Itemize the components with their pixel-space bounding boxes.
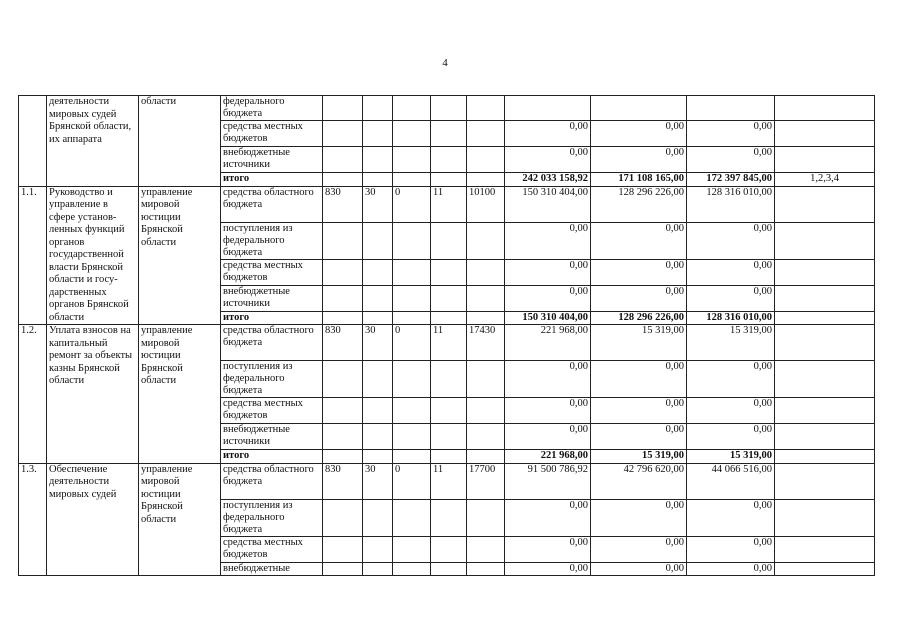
indicator-ref-cell: 1,2,3,4: [775, 173, 875, 187]
budget-code-cell: [393, 147, 431, 173]
funding-source: поступления из федерального бюджета: [221, 499, 323, 536]
budget-code-cell: 11: [431, 463, 467, 499]
indicator-ref-cell: [775, 325, 875, 361]
budget-code-cell: [431, 398, 467, 424]
budget-code-cell: 10100: [467, 186, 505, 222]
funding-source: поступления из федерального бюджета: [221, 222, 323, 259]
amount-cell: 0,00: [687, 361, 775, 398]
section-executor: управление мировой юстиции Брянской области: [139, 186, 221, 325]
budget-code-cell: [363, 96, 393, 121]
budget-code-cell: 11: [431, 186, 467, 222]
amount-cell: 128 296 226,00: [591, 186, 687, 222]
budget-code-cell: [467, 147, 505, 173]
funding-source: внебюджетные источники: [221, 424, 323, 450]
budget-code-cell: [431, 311, 467, 325]
budget-code-cell: 830: [323, 186, 363, 222]
amount-cell: 128 316 010,00: [687, 311, 775, 325]
budget-code-cell: 830: [323, 463, 363, 499]
amount-cell: 0,00: [591, 424, 687, 450]
budget-code-cell: [393, 96, 431, 121]
section-number: 1.2.: [19, 325, 47, 464]
budget-code-cell: [431, 450, 467, 464]
section-number: [19, 96, 47, 187]
budget-code-cell: [431, 121, 467, 147]
budget-code-cell: [363, 562, 393, 576]
amount-cell: 0,00: [687, 259, 775, 285]
budget-code-cell: [363, 311, 393, 325]
budget-code-cell: [431, 259, 467, 285]
indicator-ref-cell: [775, 311, 875, 325]
section-executor: области: [139, 96, 221, 187]
amount-cell: 0,00: [591, 361, 687, 398]
budget-code-cell: [393, 259, 431, 285]
section-name: Руководство и управление в сфере установ-ленных функций органов государственной власти Брянской области и госу-дарственных органов Брянской области: [47, 186, 139, 325]
amount-cell: 128 296 226,00: [591, 311, 687, 325]
budget-code-cell: [393, 285, 431, 311]
amount-cell: 42 796 620,00: [591, 463, 687, 499]
budget-code-cell: 0: [393, 325, 431, 361]
amount-cell: [505, 96, 591, 121]
indicator-ref-cell: [775, 398, 875, 424]
indicator-ref-cell: [775, 562, 875, 576]
indicator-ref-cell: [775, 96, 875, 121]
section-name: деятельности мировых судей Брянской области, их аппарата: [47, 96, 139, 187]
amount-cell: 0,00: [505, 121, 591, 147]
section-name: Обеспечение деятельности мировых судей: [47, 463, 139, 576]
budget-code-cell: [467, 398, 505, 424]
budget-code-cell: [467, 499, 505, 536]
budget-code-cell: [393, 499, 431, 536]
budget-code-cell: [323, 536, 363, 562]
budget-code-cell: 11: [431, 325, 467, 361]
indicator-ref-cell: [775, 450, 875, 464]
amount-cell: 0,00: [591, 398, 687, 424]
budget-code-cell: [323, 285, 363, 311]
amount-cell: 0,00: [505, 222, 591, 259]
amount-cell: 0,00: [505, 424, 591, 450]
table-row: [19, 186, 875, 222]
budget-code-cell: [323, 259, 363, 285]
budget-code-cell: [363, 147, 393, 173]
budget-code-cell: [467, 450, 505, 464]
indicator-ref-cell: [775, 121, 875, 147]
budget-code-cell: 30: [363, 186, 393, 222]
budget-code-cell: 17700: [467, 463, 505, 499]
budget-code-cell: [431, 173, 467, 187]
table-row: [19, 463, 875, 499]
budget-code-cell: [431, 424, 467, 450]
budget-code-cell: [467, 121, 505, 147]
budget-code-cell: [323, 121, 363, 147]
budget-code-cell: [431, 536, 467, 562]
amount-cell: 0,00: [687, 562, 775, 576]
amount-cell: 242 033 158,92: [505, 173, 591, 187]
section-number: 1.3.: [19, 463, 47, 576]
budget-code-cell: [431, 562, 467, 576]
budget-code-cell: [431, 222, 467, 259]
budget-code-cell: [323, 450, 363, 464]
amount-cell: 221 968,00: [505, 450, 591, 464]
amount-cell: 0,00: [687, 398, 775, 424]
funding-source: поступления из федерального бюджета: [221, 361, 323, 398]
amount-cell: 0,00: [687, 147, 775, 173]
budget-code-cell: [467, 259, 505, 285]
amount-cell: 0,00: [591, 147, 687, 173]
amount-cell: 150 310 404,00: [505, 311, 591, 325]
budget-code-cell: 30: [363, 325, 393, 361]
budget-code-cell: [393, 424, 431, 450]
budget-code-cell: [323, 562, 363, 576]
budget-code-cell: [393, 173, 431, 187]
amount-cell: 15 319,00: [687, 450, 775, 464]
amount-cell: [687, 96, 775, 121]
amount-cell: 91 500 786,92: [505, 463, 591, 499]
funding-source: средства областного бюджета: [221, 463, 323, 499]
budget-code-cell: [323, 222, 363, 259]
amount-cell: 0,00: [591, 562, 687, 576]
funding-source: итого: [221, 450, 323, 464]
budget-code-cell: [363, 536, 393, 562]
funding-source: средства местных бюджетов: [221, 398, 323, 424]
indicator-ref-cell: [775, 259, 875, 285]
indicator-ref-cell: [775, 536, 875, 562]
budget-code-cell: [323, 147, 363, 173]
budget-code-cell: [431, 147, 467, 173]
budget-code-cell: [467, 361, 505, 398]
budget-code-cell: [431, 361, 467, 398]
funding-source: средства областного бюджета: [221, 325, 323, 361]
amount-cell: 15 319,00: [687, 325, 775, 361]
funding-source: средства местных бюджетов: [221, 536, 323, 562]
budget-code-cell: [467, 285, 505, 311]
budget-code-cell: [363, 173, 393, 187]
funding-source: средства областного бюджета: [221, 186, 323, 222]
budget-code-cell: 17430: [467, 325, 505, 361]
budget-code-cell: [393, 121, 431, 147]
amount-cell: 44 066 516,00: [687, 463, 775, 499]
budget-code-cell: [363, 361, 393, 398]
amount-cell: 0,00: [505, 499, 591, 536]
amount-cell: 0,00: [687, 121, 775, 147]
indicator-ref-cell: [775, 222, 875, 259]
amount-cell: 221 968,00: [505, 325, 591, 361]
amount-cell: 0,00: [591, 222, 687, 259]
indicator-ref-cell: [775, 186, 875, 222]
section-executor: управление мировой юстиции Брянской области: [139, 325, 221, 464]
budget-code-cell: [323, 424, 363, 450]
funding-source: федерального бюджета: [221, 96, 323, 121]
amount-cell: 0,00: [687, 424, 775, 450]
amount-cell: 0,00: [591, 536, 687, 562]
budget-code-cell: [467, 222, 505, 259]
funding-source: итого: [221, 173, 323, 187]
budget-code-cell: [323, 361, 363, 398]
budget-code-cell: [467, 562, 505, 576]
budget-code-cell: [467, 536, 505, 562]
budget-code-cell: [431, 96, 467, 121]
amount-cell: 0,00: [687, 285, 775, 311]
amount-cell: 0,00: [591, 285, 687, 311]
amount-cell: 0,00: [687, 536, 775, 562]
indicator-ref-cell: [775, 499, 875, 536]
indicator-ref-cell: [775, 463, 875, 499]
budget-code-cell: [363, 121, 393, 147]
budget-code-cell: [363, 398, 393, 424]
funding-source: итого: [221, 311, 323, 325]
amount-cell: 128 316 010,00: [687, 186, 775, 222]
amount-cell: 0,00: [687, 499, 775, 536]
budget-code-cell: [323, 499, 363, 536]
budget-code-cell: [393, 450, 431, 464]
indicator-ref-cell: [775, 285, 875, 311]
budget-code-cell: [431, 499, 467, 536]
amount-cell: 0,00: [505, 562, 591, 576]
amount-cell: 0,00: [505, 361, 591, 398]
budget-code-cell: [393, 222, 431, 259]
budget-code-cell: [393, 311, 431, 325]
budget-code-cell: 830: [323, 325, 363, 361]
budget-code-cell: [431, 285, 467, 311]
budget-code-cell: [363, 259, 393, 285]
page-number: 4: [442, 57, 448, 69]
funding-source: внебюджетные: [221, 562, 323, 576]
indicator-ref-cell: [775, 361, 875, 398]
budget-code-cell: [363, 450, 393, 464]
budget-code-cell: [363, 499, 393, 536]
budget-code-cell: [393, 398, 431, 424]
amount-cell: 0,00: [505, 398, 591, 424]
table-row: [19, 96, 875, 121]
budget-code-cell: [467, 424, 505, 450]
section-number: 1.1.: [19, 186, 47, 325]
budget-code-cell: [363, 424, 393, 450]
budget-code-cell: [363, 285, 393, 311]
budget-code-cell: [323, 398, 363, 424]
amount-cell: 0,00: [505, 285, 591, 311]
indicator-ref-cell: [775, 147, 875, 173]
budget-code-cell: [363, 222, 393, 259]
amount-cell: 0,00: [591, 499, 687, 536]
budget-code-cell: [393, 562, 431, 576]
amount-cell: 0,00: [505, 259, 591, 285]
amount-cell: 0,00: [591, 259, 687, 285]
funding-source: внебюджетные источники: [221, 285, 323, 311]
section-executor: управление мировой юстиции Брянской области: [139, 463, 221, 576]
budget-code-cell: [467, 173, 505, 187]
budget-code-cell: [467, 96, 505, 121]
amount-cell: 0,00: [687, 222, 775, 259]
budget-code-cell: 0: [393, 186, 431, 222]
amount-cell: 171 108 165,00: [591, 173, 687, 187]
amount-cell: 15 319,00: [591, 325, 687, 361]
amount-cell: 0,00: [505, 536, 591, 562]
budget-code-cell: [467, 311, 505, 325]
funding-source: средства местных бюджетов: [221, 259, 323, 285]
budget-code-cell: 30: [363, 463, 393, 499]
indicator-ref-cell: [775, 424, 875, 450]
budget-table: [18, 95, 875, 576]
budget-code-cell: [393, 536, 431, 562]
section-name: Уплата взносов на капитальный ремонт за объекты казны Брянской области: [47, 325, 139, 464]
amount-cell: [591, 96, 687, 121]
amount-cell: 0,00: [591, 121, 687, 147]
table-row: [19, 325, 875, 361]
amount-cell: 0,00: [505, 147, 591, 173]
budget-code-cell: [323, 173, 363, 187]
budget-code-cell: [393, 361, 431, 398]
amount-cell: 15 319,00: [591, 450, 687, 464]
amount-cell: 150 310 404,00: [505, 186, 591, 222]
amount-cell: 172 397 845,00: [687, 173, 775, 187]
budget-code-cell: [323, 311, 363, 325]
funding-source: средства местных бюджетов: [221, 121, 323, 147]
budget-code-cell: [323, 96, 363, 121]
funding-source: внебюджетные источники: [221, 147, 323, 173]
budget-code-cell: 0: [393, 463, 431, 499]
